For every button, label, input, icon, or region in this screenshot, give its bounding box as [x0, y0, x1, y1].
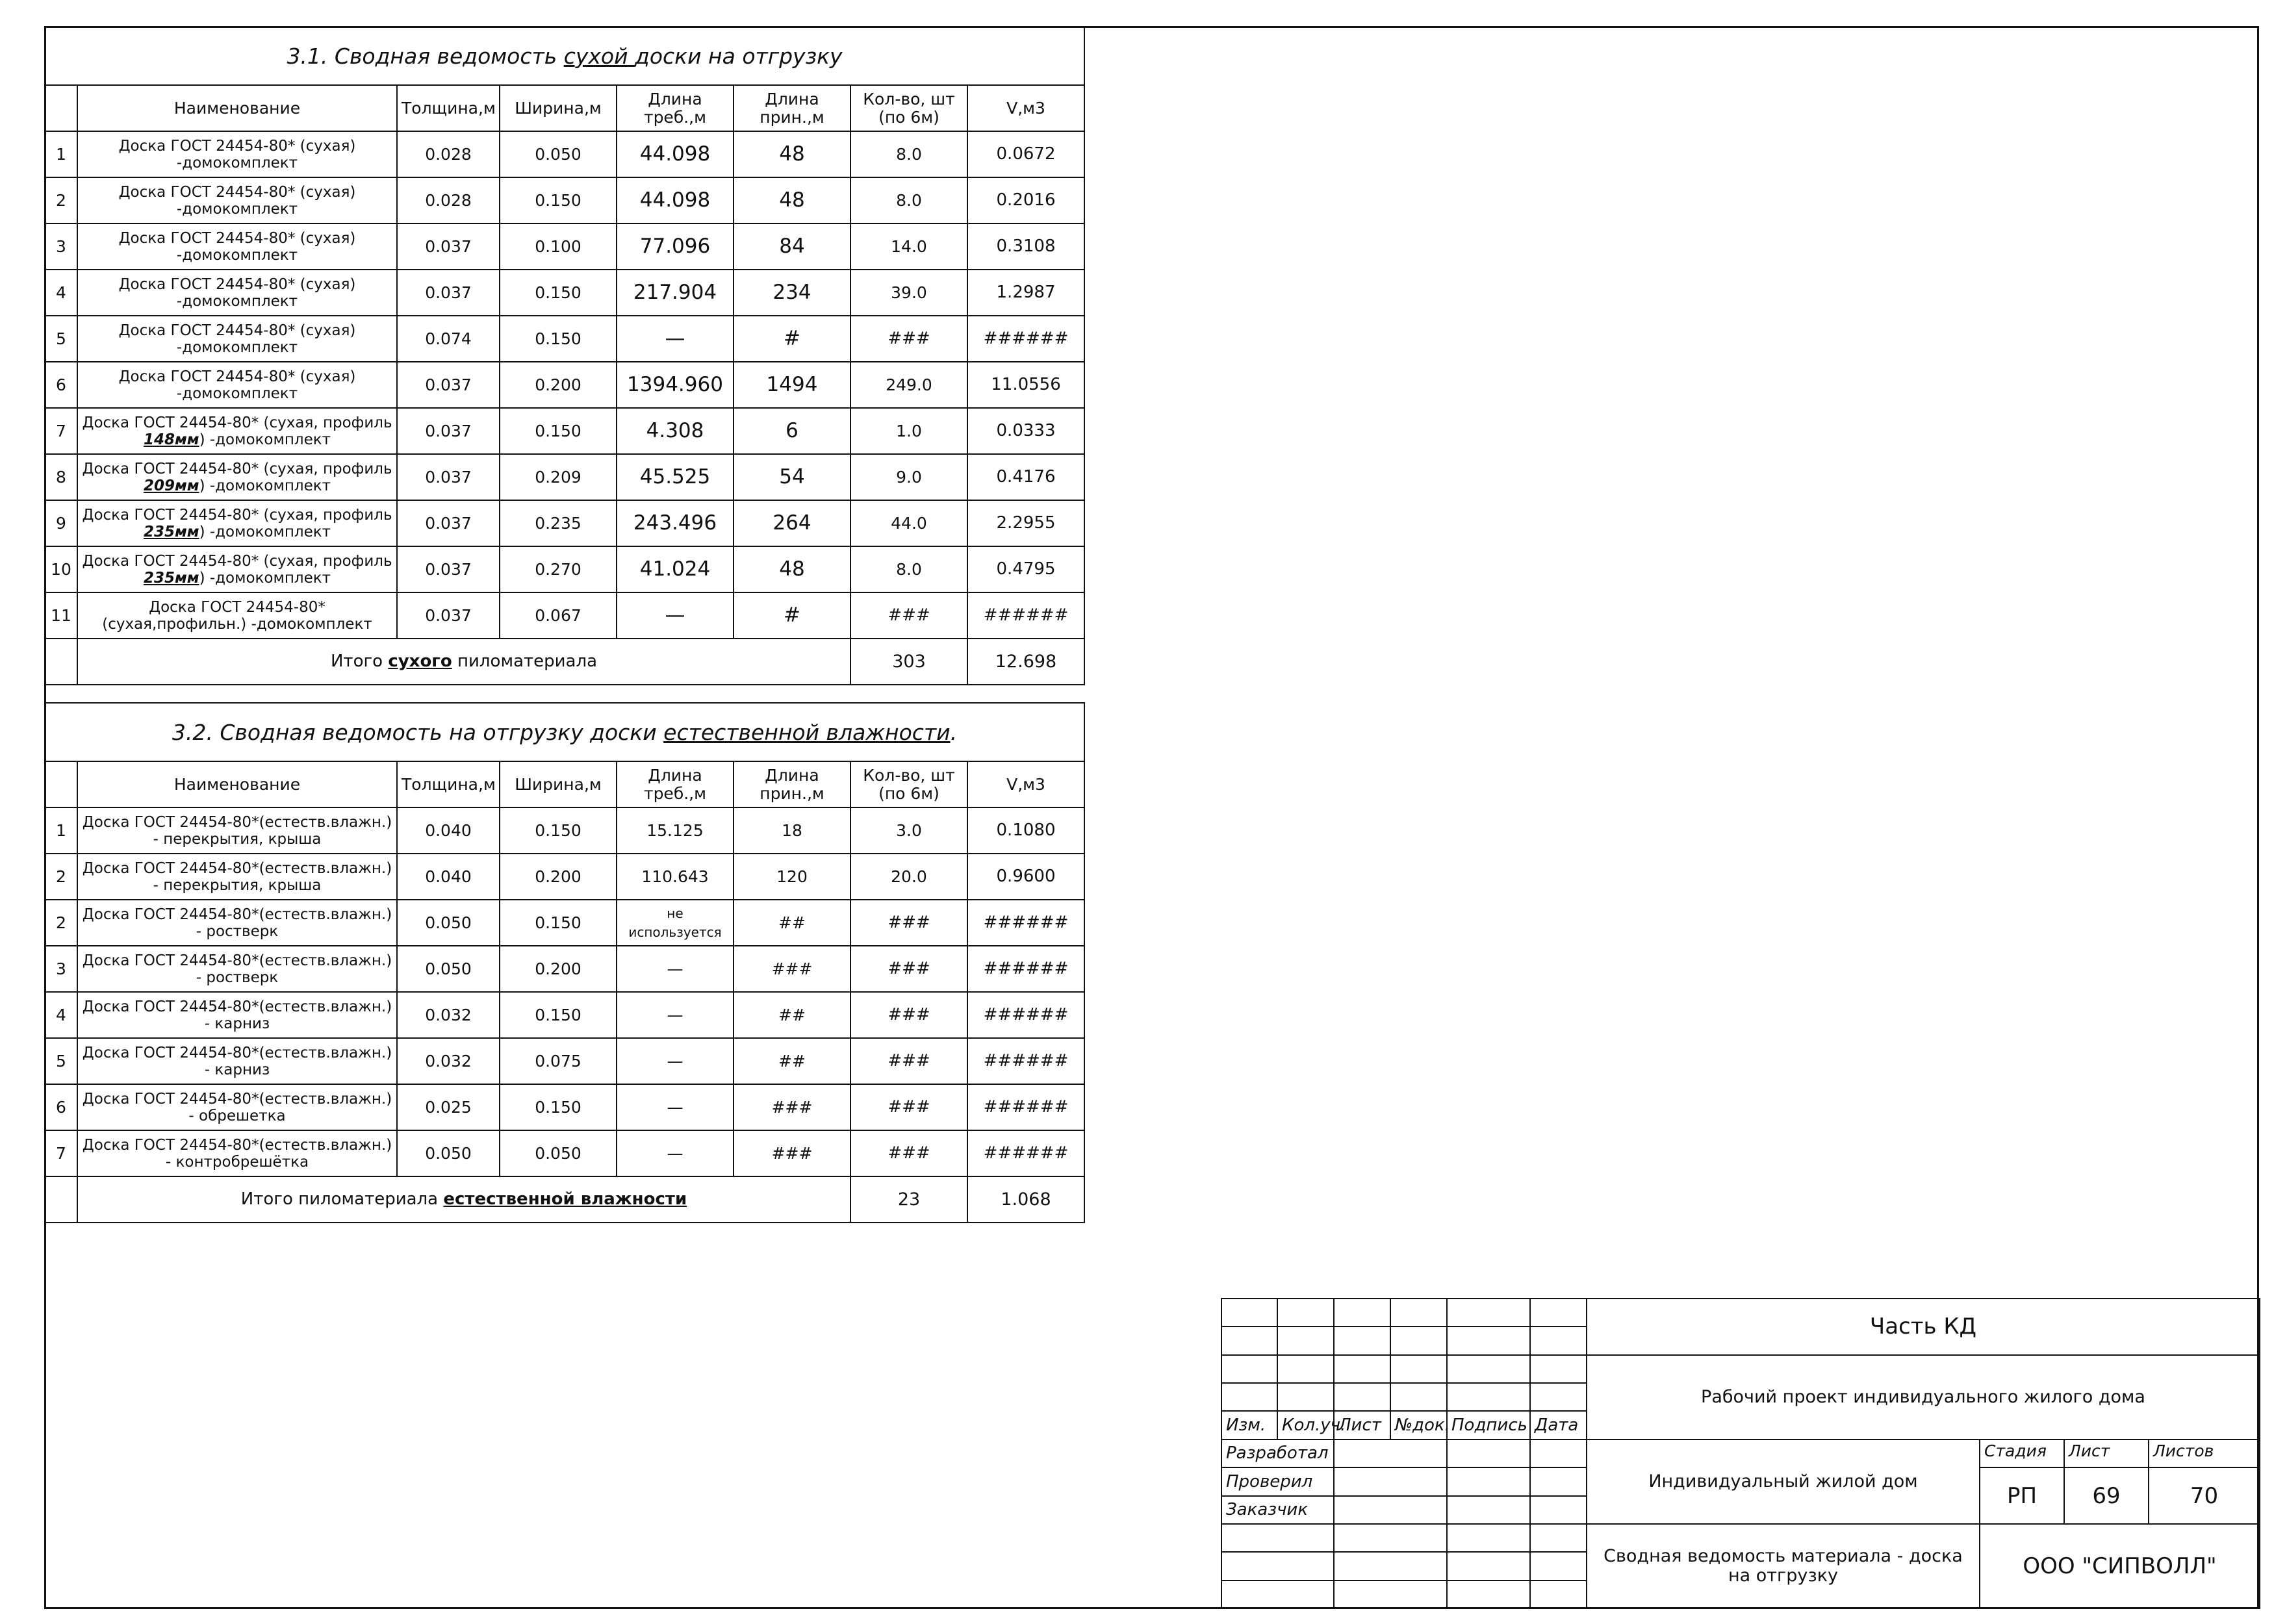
table1-header-row	[45, 85, 1084, 131]
table-row: 7 Доска ГОСТ 24454-80* (сухая, профиль 148мм) -домокомплект 0.037 0.150 4.308 6 1.0 0.0333	[45, 408, 1084, 454]
table-gap	[45, 685, 1084, 703]
table2-total-label: Итого пиломатериала естественной влажности	[77, 1176, 850, 1223]
table2-total-volume: 1.068	[967, 1176, 1084, 1223]
table1-title: 3.1. Сводная ведомость сухой доски на отгрузку	[45, 27, 1084, 85]
col-header-name: Наименование	[77, 85, 397, 131]
table2-total-row	[45, 1176, 1084, 1223]
col-header-width: Ширина,м	[500, 85, 617, 131]
table-row: 2 Доска ГОСТ 24454-80* (сухая) -домокомплект 0.028 0.150 44.098 48 8.0 0.2016	[45, 177, 1084, 223]
project-name: Рабочий проект индивидуального жилого дома	[1587, 1355, 2260, 1440]
col-header-number	[45, 85, 77, 131]
table1-total-qty: 303	[850, 639, 967, 685]
table-row: 3 Доска ГОСТ 24454-80*(естеств.влажн.) - ростверк 0.050 0.200 — ### ### ######	[45, 946, 1084, 992]
title-block	[1221, 1298, 2260, 1609]
sheets-label: Листов	[2149, 1440, 2260, 1467]
table-row: 8 Доска ГОСТ 24454-80* (сухая, профиль 209мм) -домокомплект 0.037 0.209 45.525 54 9.0 0.4176	[45, 454, 1084, 500]
revision-header-row: Изм. Кол.уч. Лист №док. Подпись Дата	[1221, 1411, 2260, 1439]
table-row: 4 Доска ГОСТ 24454-80*(естеств.влажн.) - карниз 0.032 0.150 — ## ### ######	[45, 992, 1084, 1038]
stage-label: Стадия	[1980, 1440, 2064, 1467]
table-row: 7 Доска ГОСТ 24454-80*(естеств.влажн.) - контробрешётка 0.050 0.050 — ### ### ######	[45, 1130, 1084, 1176]
col-header-length-accepted: Длина прин.,м	[734, 85, 850, 131]
sheet-title: Сводная ведомость материала - доска на отгрузку	[1587, 1524, 1980, 1608]
table-row: 11 Доска ГОСТ 24454-80* (сухая,профильн.) -домокомплект 0.037 0.067 — # ### ######	[45, 592, 1084, 639]
table-row: 4 Доска ГОСТ 24454-80* (сухая) -домокомплект 0.037 0.150 217.904 234 39.0 1.2987	[45, 270, 1084, 316]
table-row: 2 Доска ГОСТ 24454-80*(естеств.влажн.) - перекрытия, крыша 0.040 0.200 110.643 120 20.0 0.9600	[45, 854, 1084, 900]
table-row: 6 Доска ГОСТ 24454-80*(естеств.влажн.) - обрешетка 0.025 0.150 — ### ### ######	[45, 1084, 1084, 1130]
table-row: 5 Доска ГОСТ 24454-80* (сухая) -домокомплект 0.074 0.150 — # ### ######	[45, 316, 1084, 362]
role-checker: Проверил	[1221, 1467, 1334, 1495]
sheets-total: 70	[2149, 1467, 2260, 1524]
table2-header-row: Наименование Толщина,м Ширина,м Длина треб.,м Длина прин.,м Кол-во, шт (по 6м) V,м3	[45, 761, 1084, 807]
table2-title-row	[45, 703, 1084, 761]
col-header-quantity: Кол-во, шт (по 6м)	[850, 85, 967, 131]
table2-total-qty: 23	[850, 1176, 967, 1223]
object-name: Индивидуальный жилой дом	[1587, 1440, 1980, 1524]
stage-value: РП	[1980, 1467, 2064, 1524]
company-name: ООО "СИПВОЛЛ"	[1980, 1524, 2260, 1608]
table-row: 6 Доска ГОСТ 24454-80* (сухая) -домокомплект 0.037 0.200 1394.960 1494 249.0 11.0556	[45, 362, 1084, 408]
spec-table	[44, 26, 1085, 1223]
sheet-label: Лист	[2064, 1440, 2149, 1467]
table1-total-volume: 12.698	[967, 639, 1084, 685]
table2-title: 3.2. Сводная ведомость на отгрузку доски естественной влажности.	[45, 703, 1084, 761]
table-row: 5 Доска ГОСТ 24454-80*(естеств.влажн.) - карниз 0.032 0.075 — ## ### ######	[45, 1038, 1084, 1084]
table-row: 1 Доска ГОСТ 24454-80*(естеств.влажн.) - перекрытия, крыша 0.040 0.150 15.125 18 3.0 0.1080	[45, 807, 1084, 854]
table1-total-label: Итого сухого пиломатериала	[77, 639, 850, 685]
col-header-thickness: Толщина,м	[397, 85, 500, 131]
table-row: 10 Доска ГОСТ 24454-80* (сухая, профиль 235мм) -домокомплект 0.037 0.270 41.024 48 8.0 0.4795	[45, 546, 1084, 592]
role-customer: Заказчик	[1221, 1496, 1334, 1524]
table1-title-row	[45, 27, 1084, 85]
role-developer: Разработал	[1221, 1440, 1334, 1467]
table-row: 9 Доска ГОСТ 24454-80* (сухая, профиль 235мм) -домокомплект 0.037 0.235 243.496 264 44.0 2.2955	[45, 500, 1084, 546]
sheet-number: 69	[2064, 1467, 2149, 1524]
table-row: 2 Доска ГОСТ 24454-80*(естеств.влажн.) - ростверк 0.050 0.150 не используется ## ### ######	[45, 900, 1084, 946]
table1-total-row	[45, 639, 1084, 685]
col-header-length-required: Длина треб.,м	[617, 85, 734, 131]
part-label: Часть КД	[1587, 1299, 2260, 1355]
table-row: 3 Доска ГОСТ 24454-80* (сухая) -домокомплект 0.037 0.100 77.096 84 14.0 0.3108	[45, 223, 1084, 270]
col-header-volume: V,м3	[967, 85, 1084, 131]
table-row: 1 Доска ГОСТ 24454-80* (сухая) -домокомплект 0.028 0.050 44.098 48 8.0 0.0672	[45, 131, 1084, 177]
